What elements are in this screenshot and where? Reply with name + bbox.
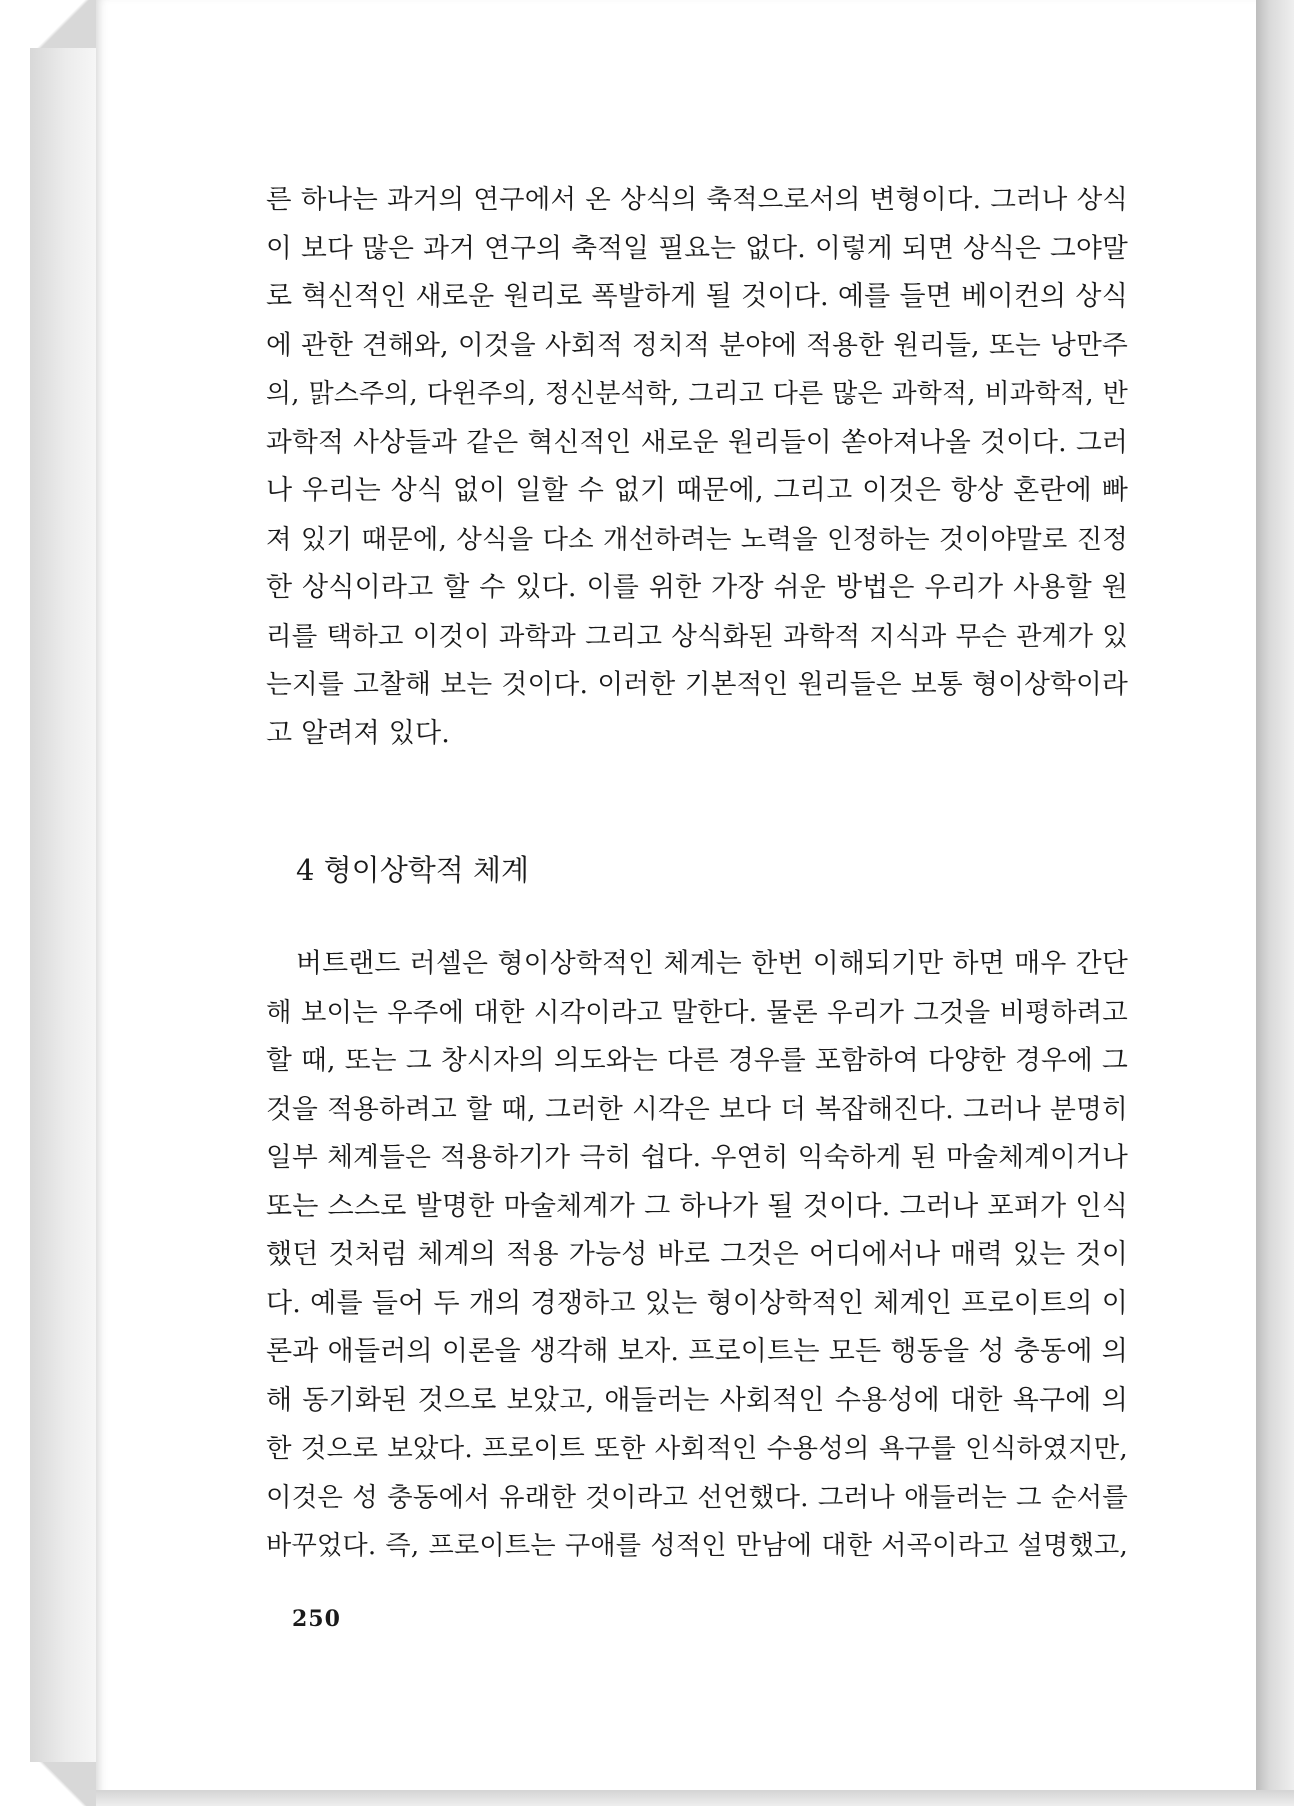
text-line: 이것은 성 충동에서 유래한 것이라고 선언했다. 그러나 애들러는 그 순서를 — [266, 1481, 1128, 1513]
text-line: 해 동기화된 것으로 보았고, 애들러는 사회적인 수용성에 대한 욕구에 의 — [266, 1384, 1128, 1416]
book-spine-edge — [30, 0, 96, 1806]
text-line: 고 알려져 있다. — [266, 717, 451, 749]
page-number: 250 — [292, 1606, 341, 1632]
paragraph-2 — [266, 940, 1128, 1571]
text-line: 했던 것처럼 체계의 적용 가능성 바로 그것은 어디에서나 매력 있는 것이 — [266, 1239, 1128, 1270]
page-shadow-right — [1256, 0, 1294, 1806]
text-line: 한 상식이라고 할 수 있다. 이를 위한 가장 쉬운 방법은 우리가 사용할 원 — [266, 572, 1128, 603]
text-line: 론과 애들러의 이론을 생각해 보자. 프로이트는 모든 행동을 성 충동에 의 — [266, 1336, 1128, 1367]
text-line: 의, 맑스주의, 다윈주의, 정신분석학, 그리고 다른 많은 과학적, 비과학적, 반 — [266, 379, 1128, 409]
text-line: 과학적 사상들과 같은 혁신적인 새로운 원리들이 쏟아져나올 것이다. 그러 — [266, 426, 1128, 458]
text-line: 로 혁신적인 새로운 원리로 폭발하게 될 것이다. 예를 들면 베이컨의 상식 — [266, 281, 1128, 312]
text-line: 것을 적용하려고 할 때, 그러한 시각은 보다 더 복잡해진다. 그러나 분명히 — [266, 1093, 1128, 1125]
text-line: 른 하나는 과거의 연구에서 온 상식의 축적으로서의 변형이다. 그러나 상식 — [266, 184, 1128, 215]
text-line: 에 관한 견해와, 이것을 사회적 정치적 분야에 적용한 원리들, 또는 낭만주 — [266, 329, 1128, 361]
text-line: 바꾸었다. 즉, 프로이트는 구애를 성적인 만남에 대한 서곡이라고 설명했고, — [266, 1531, 1128, 1561]
book-edge-bottom-corner — [30, 1762, 96, 1806]
book-edge-top-corner — [30, 0, 96, 48]
text-line: 이 보다 많은 과거 연구의 축적일 필요는 없다. 이렇게 되면 상식은 그야말 — [266, 232, 1128, 264]
text-line: 할 때, 또는 그 창시자의 의도와는 다른 경우를 포함하여 다양한 경우에 그 — [266, 1045, 1128, 1076]
paragraph-1 — [266, 176, 1128, 758]
text-line: 버트랜드 러셀은 형이상학적인 체계는 한번 이해되기만 하면 매우 간단 — [296, 948, 1128, 979]
text-line: 리를 택하고 이것이 과학과 그리고 상식화된 과학적 지식과 무슨 관계가 있 — [266, 620, 1128, 652]
text-line: 져 있기 때문에, 상식을 다소 개선하려는 노력을 인정하는 것이야말로 진정 — [266, 523, 1128, 555]
text-line: 또는 스스로 발명한 마술체계가 그 하나가 될 것이다. 그러나 포퍼가 인식 — [266, 1190, 1128, 1222]
text-line: 다. 예를 들어 두 개의 경쟁하고 있는 형이상학적인 체계인 프로이트의 이 — [266, 1287, 1128, 1319]
text-line: 해 보이는 우주에 대한 시각이라고 말한다. 물론 우리가 그것을 비평하려고 — [266, 996, 1128, 1028]
section-heading: 4 형이상학적 체계 — [296, 853, 529, 887]
text-line: 는지를 고찰해 보는 것이다. 이러한 기본적인 원리들은 보통 형이상학이라 — [266, 669, 1128, 700]
text-line: 일부 체계들은 적용하기가 극히 쉽다. 우연히 익숙하게 된 마술체계이거나 — [266, 1142, 1128, 1173]
page-shadow-bottom — [96, 1790, 1294, 1806]
text-line: 나 우리는 상식 없이 일할 수 없기 때문에, 그리고 이것은 항상 혼란에 빠 — [266, 475, 1128, 506]
text-line: 한 것으로 보았다. 프로이트 또한 사회적인 수용성의 욕구를 인식하였지만, — [266, 1433, 1128, 1464]
